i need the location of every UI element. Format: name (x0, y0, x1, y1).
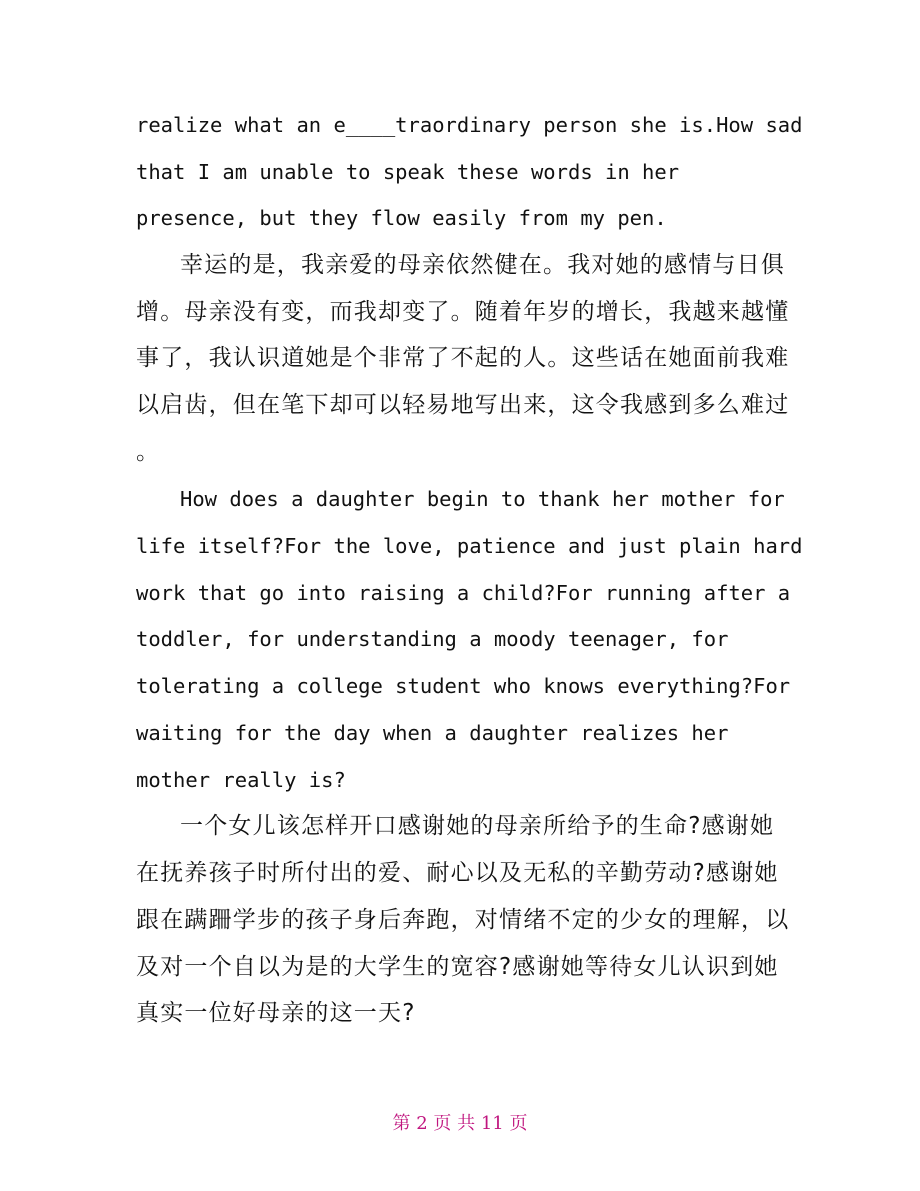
paragraph-line: work that go into raising a child?For running after a (136, 581, 791, 605)
paragraph-line: presence, but they flow easily from my pen. (136, 206, 667, 230)
paragraph-line: 。 (136, 439, 161, 465)
paragraph-line: waiting for the day when a daughter realizes her (136, 721, 729, 745)
paragraph-line: 跟在蹒跚学步的孩子身后奔跑，对情绪不定的少女的理解，以 (136, 907, 790, 933)
paragraph-line: 以启齿，但在笔下却可以轻易地写出来，这令我感到多么难过 (136, 392, 790, 418)
paragraph-line: How does a daughter begin to thank her mother for (180, 487, 785, 511)
paragraph-line: toddler, for understanding a moody teenager, for (136, 627, 729, 651)
page-number-footer: 第 2 页 共 11 页 (392, 1113, 528, 1134)
paragraph-line: 增。母亲没有变，而我却变了。随着年岁的增长，我越来越懂 (136, 299, 790, 325)
paragraph-line: tolerating a college student who knows everything?For (136, 674, 791, 698)
paragraph-line: 及对一个自以为是的大学生的宽容?感谢她等待女儿认识到她 (136, 954, 779, 980)
paragraph-line: mother really is? (136, 768, 346, 792)
paragraph-line: 幸运的是，我亲爱的母亲依然健在。我对她的感情与日俱 (180, 252, 785, 278)
paragraph-line: 事了，我认识道她是个非常了不起的人。这些话在她面前我难 (136, 345, 790, 371)
paragraph-line: 一个女儿该怎样开口感谢她的母亲所给予的生命?感谢她 (180, 813, 775, 839)
paragraph-line: 真实一位好母亲的这一天? (136, 1000, 416, 1026)
paragraph-line: realize what an e____traordinary person she is.How sad (136, 113, 803, 137)
paragraph-line: life itself?For the love, patience and just plain hard (136, 534, 803, 558)
paragraph-line: that I am unable to speak these words in her (136, 160, 680, 184)
paragraph-line: 在抚养孩子时所付出的爱、耐心以及无私的辛勤劳动?感谢她 (136, 860, 779, 886)
